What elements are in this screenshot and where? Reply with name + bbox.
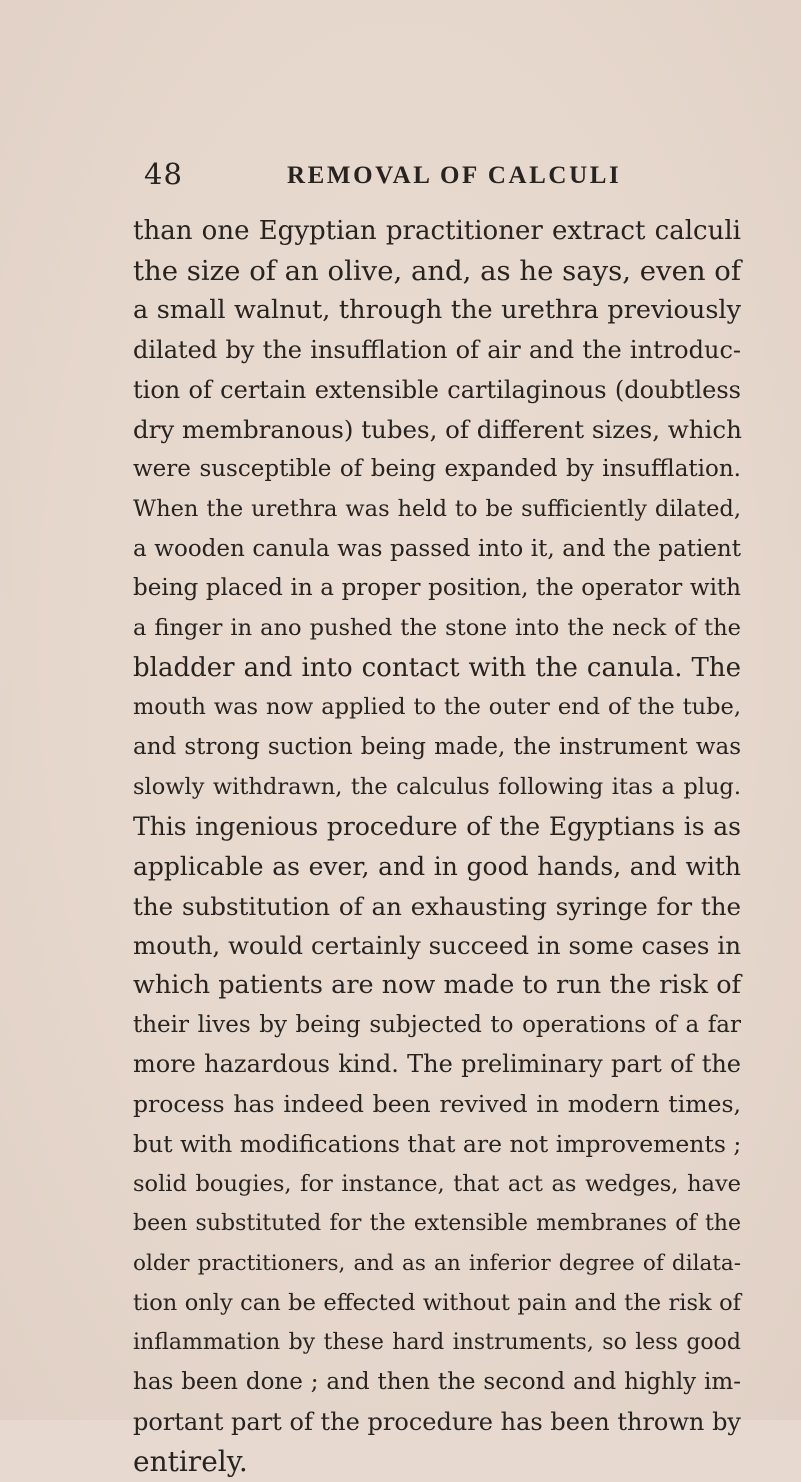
text-line: solid bougies, for instance, that act as wedges, have: [133, 1170, 741, 1197]
text-line: being placed in a proper position, the operator with: [133, 575, 741, 602]
running-title: REMOVAL OF CALCULI: [287, 162, 622, 189]
text-line: inflammation by these hard instruments, so less good: [133, 1330, 741, 1356]
text-line: than one Egyptian practitioner extract calculi: [133, 216, 741, 246]
text-line: When the urethra was held to be sufficiently dilated,: [133, 495, 741, 522]
text-line: a wooden canula was passed into it, and the patient: [133, 535, 741, 562]
text-line: older practitioners, and as an inferior degree of dilata-: [133, 1250, 741, 1276]
text-line: a small walnut, through the urethra previously: [133, 295, 741, 326]
text-line: applicable as ever, and in good hands, and with: [133, 852, 741, 881]
text-line: the size of an olive, and, as he says, even of: [133, 254, 742, 287]
text-line: a finger in ano pushed the stone into the neck of the: [133, 614, 741, 641]
text-line: were susceptible of being expanded by insufflation.: [133, 456, 741, 483]
text-line: their lives by being subjected to operations of a far: [133, 1011, 741, 1038]
text-line: more hazardous kind. The preliminary part of the: [133, 1050, 741, 1079]
page-header: [0, 154, 801, 194]
text-line: dilated by the insufflation of air and the introduc-: [133, 336, 741, 365]
text-line: bladder and into contact with the canula. The: [133, 652, 741, 683]
text-line: portant part of the procedure has been thrown by: [133, 1407, 741, 1436]
text-line: slowly withdrawn, the calculus following itas a plug.: [133, 773, 741, 800]
text-line: entirely.: [133, 1445, 248, 1479]
text-line: which patients are now made to run the risk of: [133, 970, 741, 1001]
text-line: tion of certain extensible cartilaginous (doubtless: [133, 375, 741, 404]
page-number: 48: [144, 157, 183, 191]
text-line: This ingenious procedure of the Egyptians is as: [133, 812, 741, 842]
text-line: and strong suction being made, the instrument was: [133, 733, 741, 760]
text-line: dry membranous) tubes, of different sizes, which: [133, 415, 742, 445]
text-line: tion only can be effected without pain and the risk of: [133, 1289, 741, 1316]
text-line: been substituted for the extensible membranes of the: [133, 1211, 741, 1237]
text-line: process has indeed been revived in modern times,: [133, 1090, 741, 1119]
text-line: the substitution of an exhausting syringe for the: [133, 891, 741, 921]
text-line: but with modifications that are not improvements ;: [133, 1129, 742, 1158]
body-text: [133, 212, 741, 1482]
text-line: mouth, would certainly succeed in some cases in: [133, 931, 741, 961]
text-line: has been done ; and then the second and highly im-: [133, 1368, 741, 1395]
text-line: mouth was now applied to the outer end of the tube,: [133, 694, 741, 721]
